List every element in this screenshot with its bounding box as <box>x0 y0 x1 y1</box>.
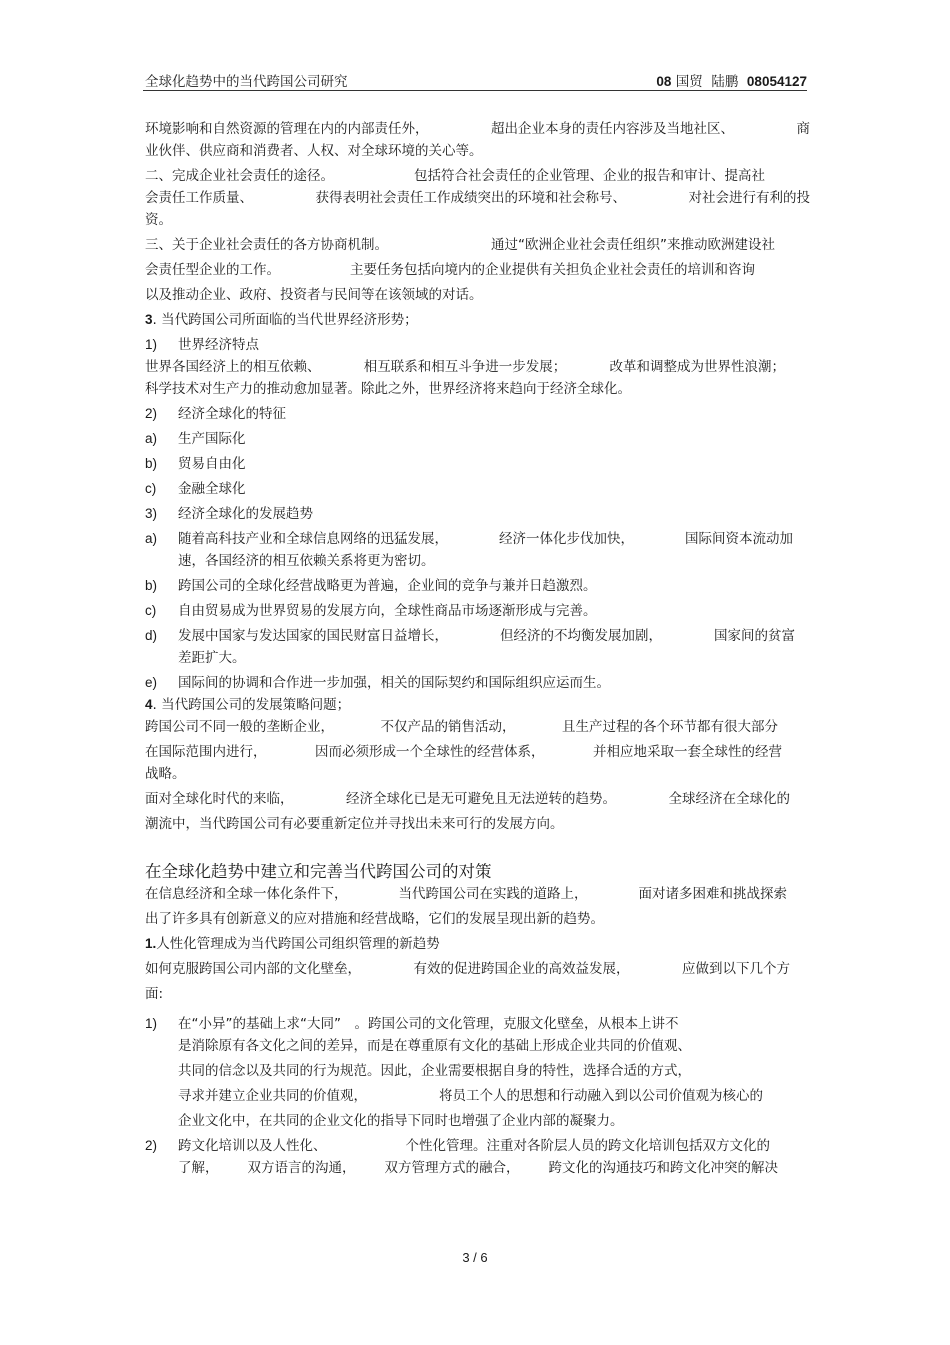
paragraph-line: 业伙伴、供应商和消费者、人权、对全球环境的关心等。 <box>145 143 483 159</box>
page-content <box>145 118 810 1179</box>
list-marker: e) <box>145 675 158 690</box>
text-segment: 二、完成企业社会责任的途径。 <box>145 168 334 184</box>
text-segment: 了解， <box>178 1160 219 1176</box>
list-marker: 2) <box>145 1138 158 1153</box>
section-heading-3 <box>145 309 810 331</box>
text-segment: 面对全球化时代的来临， <box>145 791 294 807</box>
list-item <box>145 453 810 475</box>
header-author: 陆鹏 <box>711 74 739 90</box>
text-segment: 经济全球化的特征 <box>178 406 286 422</box>
list-item <box>145 1013 810 1035</box>
section-number: 3 <box>145 312 153 327</box>
text-segment: 个性化管理。注重对各阶层人员的跨文化培训包括双方文化的 <box>405 1138 770 1154</box>
paragraph-line: 面: <box>145 986 164 1002</box>
text-segment: 不仅产品的销售活动， <box>380 719 516 735</box>
header-class-num: 08 <box>656 74 672 89</box>
list-item-continuation <box>145 1157 778 1179</box>
paragraph-line <box>145 234 775 256</box>
text-segment: 且生产过程的各个环节都有很大部分 <box>562 719 778 735</box>
text-segment: 世界各国经济上的相互依赖、 <box>145 359 321 375</box>
list-marker: c) <box>145 603 157 618</box>
text-segment: 国际间的协调和合作进一步加强，相关的国际契约和国际组织应运而生。 <box>178 675 610 691</box>
text-segment: 全球经济在全球化的 <box>668 791 790 807</box>
text-segment: 随着高科技产业和全球信息网络的迅猛发展， <box>178 531 448 547</box>
text-segment: 应做到以下几个方 <box>682 961 790 977</box>
text-segment: 但经济的不均衡发展加剧， <box>500 628 662 644</box>
text-segment: 跨文化培训以及人性化、 <box>178 1138 327 1154</box>
section-heading-4 <box>145 694 810 716</box>
paragraph-line: 资。 <box>145 212 172 228</box>
paragraph-line <box>145 741 782 763</box>
text-segment: 获得表明社会责任工作成绩突出的环境和社会称号、 <box>315 190 626 206</box>
list-item <box>145 575 810 597</box>
paragraph-line: 出了许多具有创新意义的应对措施和经营战略，它们的发展呈现出新的趋势。 <box>145 911 604 927</box>
paragraph-line <box>145 356 785 378</box>
list-item <box>145 334 810 356</box>
text-segment: 世界经济特点 <box>178 337 259 353</box>
text-segment: 国家间的贫富 <box>714 628 795 644</box>
text-segment: 会责任工作质量、 <box>145 190 253 206</box>
text-segment: 主要任务包括向境内的企业提供有关担负企业社会责任的培训和咨询 <box>350 262 755 278</box>
paragraph-line: 战略。 <box>145 766 186 782</box>
header-class-name: 国贸 <box>675 74 703 90</box>
text-segment: 有效的促进跨国企业的高效益发展， <box>413 961 630 977</box>
text-segment: 对社会进行有利的投 <box>688 190 810 206</box>
page-number: 3 / 6 <box>462 1250 488 1265</box>
list-marker: a) <box>145 431 158 446</box>
list-item <box>145 428 810 450</box>
paragraph-line: 潮流中，当代跨国公司有必要重新定位并寻找出未来可行的发展方向。 <box>145 816 564 832</box>
text-segment: 经济全球化已是无可避免且无法逆转的趋势。 <box>346 791 616 807</box>
paragraph-line <box>145 118 810 140</box>
list-marker: d) <box>145 628 158 643</box>
list-item-continuation: 企业文化中，在共同的企业文化的指导下同时也增强了企业内部的凝聚力。 <box>178 1113 624 1129</box>
list-marker: c) <box>145 481 157 496</box>
list-item-continuation: 速，各国经济的相互依赖关系将更为密切。 <box>178 553 435 569</box>
text-segment: 相互联系和相互斗争进一步发展； <box>363 359 567 375</box>
header-student-id: 08054127 <box>746 74 807 89</box>
header-author-info <box>656 70 807 90</box>
list-item-continuation <box>145 1085 763 1107</box>
paragraph-line <box>145 187 810 209</box>
text-segment: 在国际范围内进行， <box>145 744 267 760</box>
text-segment: 经济全球化的发展趋势 <box>178 506 313 522</box>
text-segment: 经济一体化步伐加快， <box>499 531 634 547</box>
text-segment: 并相应地采取一套全球性的经营 <box>593 744 782 760</box>
text-segment: 发展中国家与发达国家的国民财富日益增长， <box>178 628 448 644</box>
text-segment: 会责任型企业的工作。 <box>145 262 280 278</box>
text-segment: 在“小异”的基础上求“大同” 。跨国公司的文化管理，克服文化壁垒，从根本上讲不 <box>178 1016 679 1032</box>
list-marker: 2) <box>145 406 158 421</box>
text-segment: 生产国际化 <box>178 431 246 447</box>
page-header <box>143 68 807 91</box>
section-number: 1. <box>145 936 157 951</box>
text-segment: 因而必须形成一个全球性的经营体系， <box>315 744 545 760</box>
list-item <box>145 625 795 647</box>
list-item-text <box>178 625 795 647</box>
paragraph-line <box>145 259 755 281</box>
list-item-text <box>178 528 793 550</box>
text-segment: 金融全球化 <box>178 481 246 497</box>
list-item <box>145 403 810 425</box>
section-number: 4 <box>145 697 153 712</box>
text-segment: 寻求并建立企业共同的价值观， <box>178 1088 367 1104</box>
list-item-continuation: 是消除原有各文化之间的差异，而是在尊重原有文化的基础上形成企业共同的价值观、 <box>178 1038 691 1054</box>
text-segment: 跨国公司不同一般的垄断企业， <box>145 719 334 735</box>
text-segment: 通过“欧洲企业社会责任组织”来推动欧洲建设社 <box>491 237 775 253</box>
text-segment: 贸易自由化 <box>178 456 246 472</box>
text-segment: 在信息经济和全球一体化条件下， <box>145 886 348 902</box>
list-item-continuation: 差距扩大。 <box>178 650 246 666</box>
list-item <box>145 672 810 694</box>
paragraph-line: 以及推动企业、政府、投资者与民间等在该领域的对话。 <box>145 287 483 303</box>
text-segment: 人性化管理成为当代跨国公司组织管理的新趋势 <box>156 936 440 952</box>
paragraph-line <box>145 958 790 980</box>
paragraph-line <box>145 165 765 187</box>
text-segment: 如何克服跨国公司内部的文化壁垒， <box>145 961 361 977</box>
text-segment: . 当代跨国公司的发展策略问题； <box>152 697 351 713</box>
paragraph-line: 科学技术对生产力的推动愈加显著。除此之外，世界经济将来趋向于经济全球化。 <box>145 381 631 397</box>
paragraph-line <box>145 883 787 905</box>
list-item <box>145 1135 770 1157</box>
list-marker: 1) <box>145 1016 158 1031</box>
list-item-continuation: 共同的信念以及共同的行为规范。因此，企业需要根据自身的特性，选择合适的方式， <box>178 1063 691 1079</box>
text-segment: 自由贸易成为世界贸易的发展方向，全球性商品市场逐渐形成与完善。 <box>178 603 597 619</box>
text-segment: 双方管理方式的融合， <box>384 1160 520 1176</box>
text-segment: . 当代跨国公司所面临的当代世界经济形势； <box>152 312 418 328</box>
paragraph-line <box>145 788 790 810</box>
text-segment: 环境影响和自然资源的管理在内的内部责任外， <box>145 121 429 137</box>
text-segment: 包括符合社会责任的企业管理、企业的报告和审计、提高社 <box>414 168 765 184</box>
list-item <box>145 600 810 622</box>
text-segment: 跨国公司的全球化经营战略更为普遍，企业间的竞争与兼并日趋激烈。 <box>178 578 597 594</box>
list-marker: 1) <box>145 337 158 352</box>
text-segment: 面对诸多困难和挑战探索 <box>638 886 787 902</box>
paragraph-line <box>145 716 778 738</box>
text-segment: 将员工个人的思想和行动融入到以公司价值观为核心的 <box>439 1088 763 1104</box>
list-marker: 3) <box>145 506 158 521</box>
subsection-heading <box>145 933 810 955</box>
list-marker: a) <box>145 531 158 546</box>
text-segment: 跨文化的沟通技巧和跨文化冲突的解决 <box>548 1160 778 1176</box>
header-title: 全球化趋势中的当代跨国公司研究 <box>145 74 348 90</box>
list-item <box>145 528 793 550</box>
list-item <box>145 503 810 525</box>
list-marker: b) <box>145 578 158 593</box>
text-segment: 商 <box>796 121 810 137</box>
section-title: 在全球化趋势中建立和完善当代跨国公司的对策 <box>145 862 492 881</box>
text-segment: 三、关于企业社会责任的各方协商机制。 <box>145 237 388 253</box>
text-segment: 双方语言的沟通， <box>247 1160 356 1176</box>
text-segment: 国际间资本流动加 <box>685 531 793 547</box>
list-marker: b) <box>145 456 158 471</box>
list-item <box>145 478 810 500</box>
text-segment: 当代跨国公司在实践的道路上， <box>398 886 588 902</box>
list-item-text <box>178 1135 770 1157</box>
text-segment: 超出企业本身的责任内容涉及当地社区、 <box>491 121 734 137</box>
text-segment: 改革和调整成为世界性浪潮； <box>609 359 785 375</box>
